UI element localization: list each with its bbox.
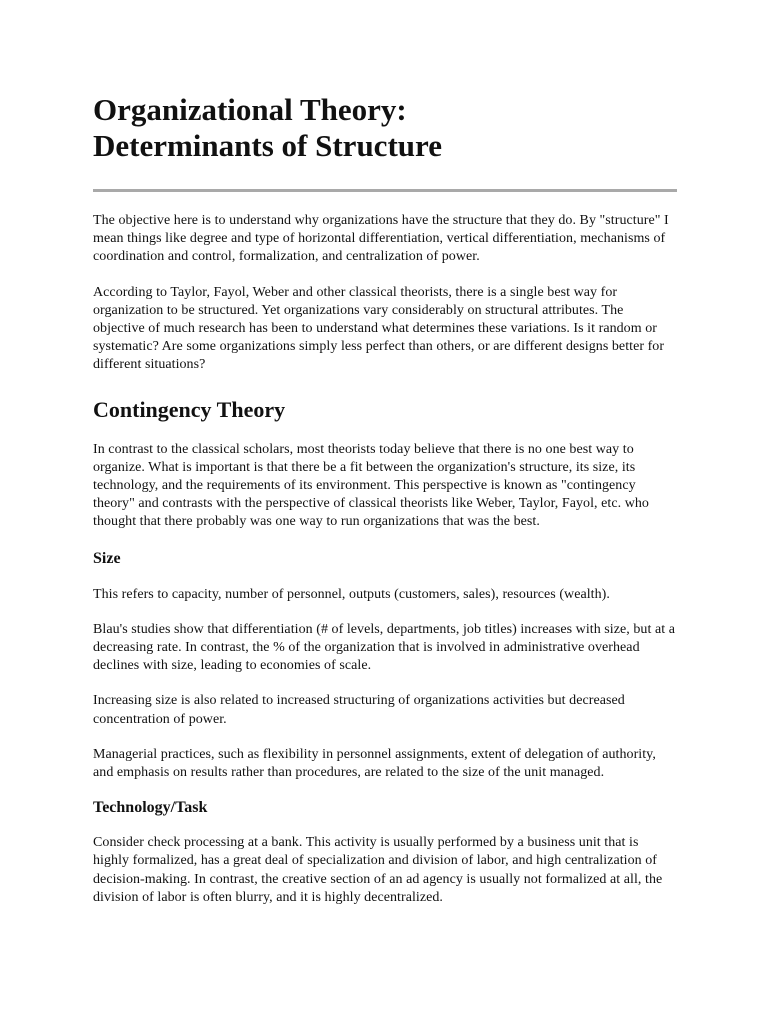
size-heading: Size: [93, 549, 121, 567]
size-paragraph-4: Managerial practices, such as flexibility in personnel assignments, extent of delegation of authority, and emphasis on results rather than procedures, are related to the size of the unit managed.: [93, 746, 656, 781]
intro-paragraph-2: According to Taylor, Fayol, Weber and other classical theorists, there is a single best way for organization to be structured. Yet organizations vary considerably on structural attributes. The objective of much research has been to understand what determines these variations. Is it random or systematic? Are some organizations simply less perfect than others, or are different designs better for different situations?: [93, 284, 665, 373]
page-title: [93, 92, 677, 164]
size-paragraph-3: Increasing size is also related to increased structuring of organizations activities but decreased concentration of power.: [93, 693, 625, 727]
page-title-line1: Organizational Theory:: [93, 92, 407, 127]
technology-paragraph: Consider check processing at a bank. This activity is usually performed by a business unit that is highly formalized, has a great deal of specialization and division of labor, and high centralization of decision-making. In contrast, the creative section of an ad agency is usually not formalized at all, the division of labor is often blurry, and it is highly decentralized.: [93, 835, 663, 905]
document-page: [93, 92, 677, 907]
size-paragraph-2: Blau's studies show that differentiation (# of levels, departments, job titles) increases with size, but at a decreasing rate. In contrast, the % of the organization that is involved in administrative overhead declines with size, leading to economies of scale.: [93, 621, 675, 674]
contingency-paragraph: In contrast to the classical scholars, most theorists today believe that there is no one best way to organize. What is important is that there be a fit between the organization's structure, its size, its technology, and the requirements of its environment. This perspective is known as "contingency theory" and contrasts with the perspective of classical theorists like Weber, Taylor, Fayol, etc. who thought that there probably was one way to run organizations that was the best.: [93, 441, 649, 530]
horizontal-rule: [93, 189, 677, 192]
contingency-theory-heading: Contingency Theory: [93, 396, 286, 422]
technology-task-heading: Technology/Task: [93, 799, 208, 817]
page-title-line2: Determinants of Structure: [93, 128, 442, 163]
intro-paragraph-1: The objective here is to understand why organizations have the structure that they do. By "structure" I mean things like degree and type of horizontal differentiation, vertical differentiation, mechanisms of coordination and control, formalization, and centralization of power.: [93, 213, 669, 265]
size-paragraph-1: This refers to capacity, number of personnel, outputs (customers, sales), resources (wealth).: [93, 586, 610, 602]
